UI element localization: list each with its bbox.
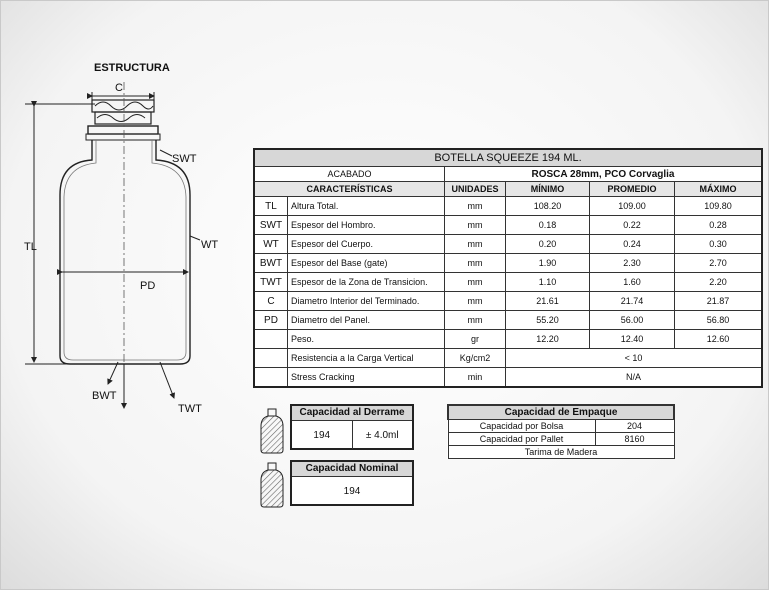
table-row: Peso. gr 12.20 12.40 12.60 xyxy=(254,330,762,349)
col-units: UNIDADES xyxy=(445,182,506,197)
table-row: C Diametro Interior del Terminado. mm 21.61 21.74 21.87 xyxy=(254,292,762,311)
col-characteristics: CARACTERÍSTICAS xyxy=(254,182,445,197)
table-row: SWT Espesor del Hombro. mm 0.18 0.22 0.28 xyxy=(254,216,762,235)
spec-table-title: BOTELLA SQUEEZE 194 ML. xyxy=(254,149,762,167)
table-row: TWT Espesor de la Zona de Transicion. mm 1.10 1.60 2.20 xyxy=(254,273,762,292)
finish-label: ACABADO xyxy=(254,167,445,182)
packaging-title: Capacidad de Empaque xyxy=(448,405,674,420)
nominal-capacity-value: 194 xyxy=(343,485,361,497)
table-row: PD Diametro del Panel. mm 55.20 56.00 56.80 xyxy=(254,311,762,330)
col-min: MÍNIMO xyxy=(506,182,590,197)
col-max: MÁXIMO xyxy=(675,182,763,197)
dim-pd-label: PD xyxy=(140,280,156,292)
bottle-icon xyxy=(259,462,285,508)
dim-c-label: C xyxy=(115,82,123,94)
overflow-capacity-value: 194 xyxy=(292,421,353,449)
table-row: Stress Cracking min N/A xyxy=(254,368,762,388)
table-row: BWT Espesor del Base (gate) mm 1.90 2.30 2.70 xyxy=(254,254,762,273)
table-row: Capacidad por Pallet 8160 xyxy=(448,433,674,446)
table-row: WT Espesor del Cuerpo. mm 0.20 0.24 0.30 xyxy=(254,235,762,254)
dim-bwt-label: BWT xyxy=(92,390,117,402)
col-avg: PROMEDIO xyxy=(590,182,675,197)
table-row: Capacidad por Bolsa 204 xyxy=(448,420,674,433)
bottle-icon xyxy=(259,408,285,454)
nominal-capacity-box xyxy=(290,460,414,506)
dim-tl-label: TL xyxy=(24,241,37,253)
bottle-drawing xyxy=(0,0,260,430)
table-row xyxy=(448,446,674,459)
packaging-pallet-type: Tarima de Madera xyxy=(448,446,674,459)
overflow-capacity-tolerance: ± 4.0ml xyxy=(365,429,399,441)
structure-title: ESTRUCTURA xyxy=(94,62,170,74)
spec-table xyxy=(253,148,763,388)
overflow-capacity-box xyxy=(290,404,414,450)
overflow-capacity-title: Capacidad al Derrame xyxy=(292,406,412,421)
finish-value: ROSCA 28mm, PCO Corvaglia xyxy=(445,167,763,182)
packaging-table xyxy=(447,404,675,459)
dim-wt-label: WT xyxy=(201,239,219,251)
dim-swt-label: SWT xyxy=(172,153,197,165)
nominal-capacity-title: Capacidad Nominal xyxy=(292,462,412,477)
table-row: Resistencia a la Carga Vertical Kg/cm2 < 10 xyxy=(254,349,762,368)
table-row: TL Altura Total. mm 108.20 109.00 109.80 xyxy=(254,197,762,216)
dim-twt-label: TWT xyxy=(178,403,202,415)
